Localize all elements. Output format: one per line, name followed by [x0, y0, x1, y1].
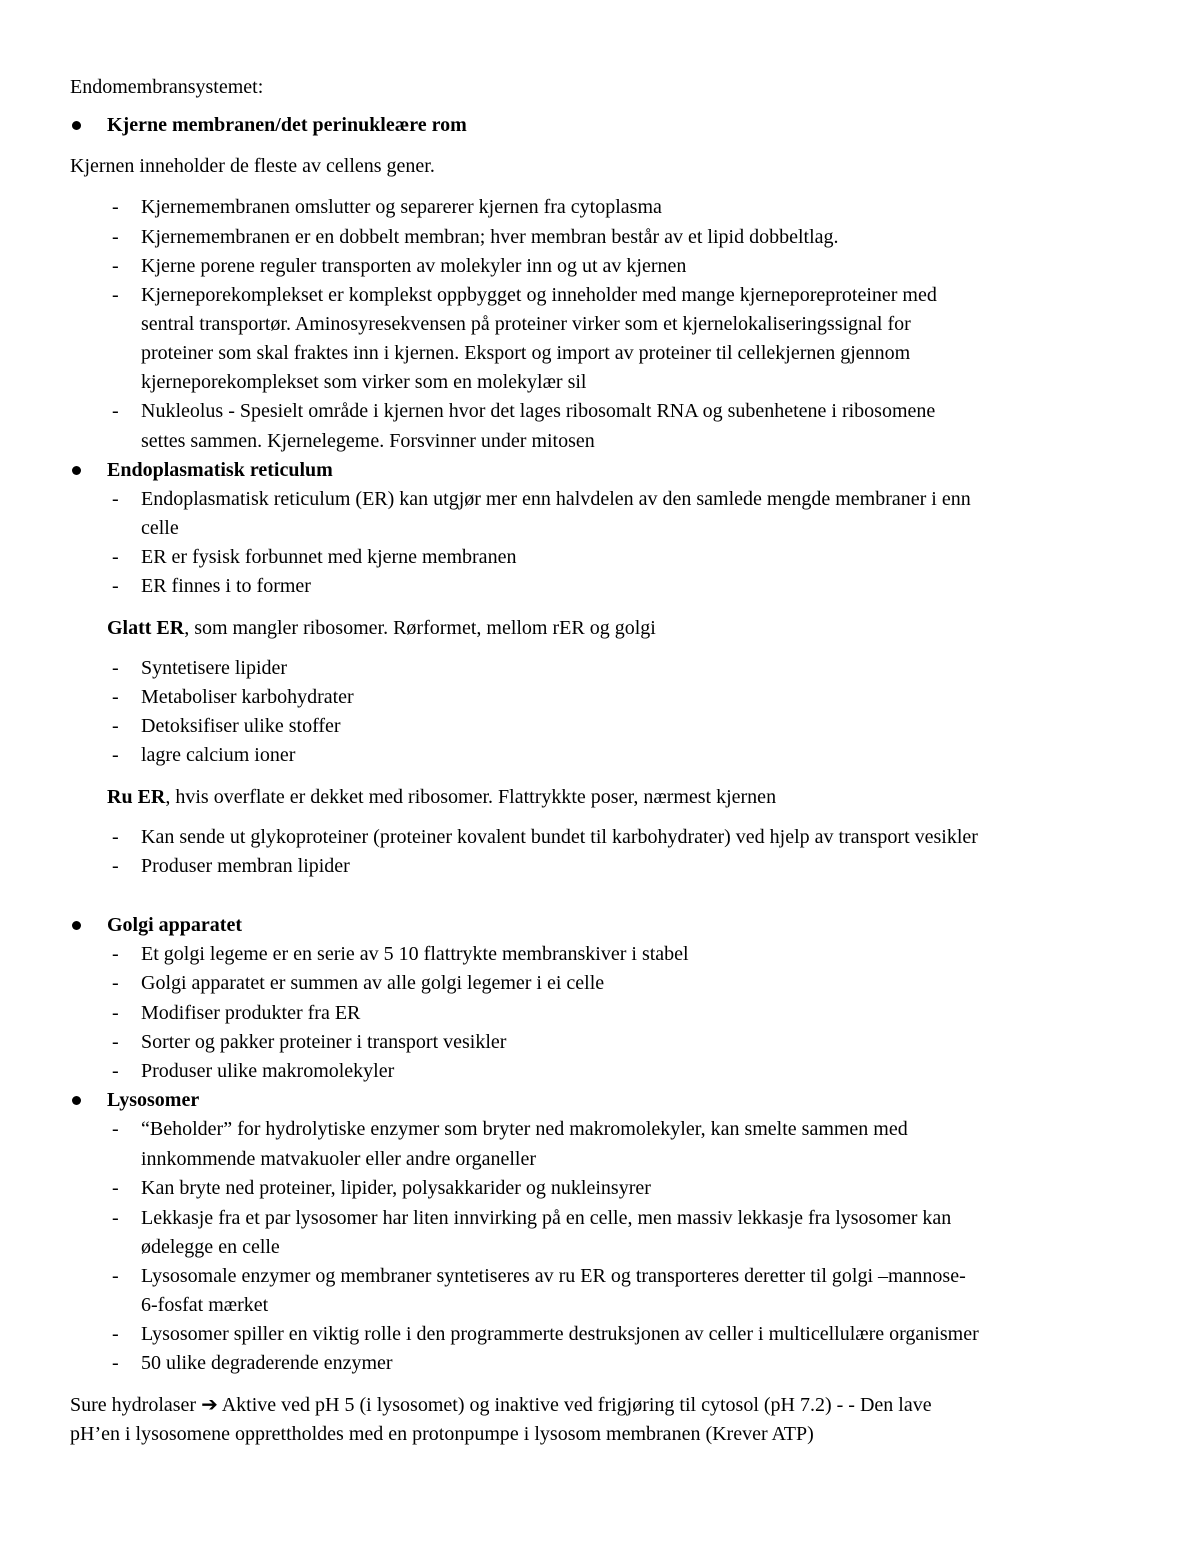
dash-icon: -: [112, 1207, 119, 1229]
dash-icon: -: [112, 1060, 119, 1082]
bullet-icon: [72, 466, 81, 475]
ru-er-label: Ru ER: [107, 786, 166, 808]
list-item-continued: innkommende matvakuoler eller andre organeller: [141, 1148, 537, 1170]
list-item: Nukleolus - Spesielt område i kjernen hvor det lages ribosomalt RNA og subenhetene i ribosomene: [141, 400, 936, 422]
list-item: Kan sende ut glykoproteiner (proteiner kovalent bundet til karbohydrater) ved hjelp av transport vesikler: [141, 826, 978, 848]
bullet-icon: [72, 921, 81, 930]
list-item: Endoplasmatisk reticulum (ER) kan utgjør mer enn halvdelen av den samlede mengde membraner i enn: [141, 488, 971, 510]
dash-icon: -: [112, 1352, 119, 1374]
list-item: Kan bryte ned proteiner, lipider, polysakkarider og nukleinsyrer: [141, 1177, 651, 1199]
dash-icon: -: [112, 744, 119, 766]
list-item: Syntetisere lipider: [141, 657, 288, 679]
subheading-glatt-er: [107, 616, 656, 640]
dash-icon: -: [112, 1031, 119, 1053]
list-item: Detoksifiser ulike stoffer: [141, 715, 341, 737]
list-item: ER er fysisk forbunnet med kjerne membranen: [141, 546, 517, 568]
glatt-er-text: , som mangler ribosomer. Rørformet, mellom rER og golgi: [184, 617, 656, 639]
dash-icon: -: [112, 686, 119, 708]
list-item: Lysosomale enzymer og membraner syntetiseres av ru ER og transporteres deretter til golgi –mannose-: [141, 1265, 966, 1287]
list-item-continued: 6-fosfat mærket: [141, 1294, 269, 1316]
dash-icon: -: [112, 284, 119, 306]
dash-icon: -: [112, 255, 119, 277]
text: Sure hydrolaser: [70, 1394, 202, 1416]
list-item: Kjernemembranen omslutter og separerer kjernen fra cytoplasma: [141, 196, 662, 218]
dash-icon: -: [112, 826, 119, 848]
list-item-continued: sentral transportør. Aminosyresekvensen på proteiner virker som et kjernelokaliseringssignal for: [141, 313, 911, 335]
list-item: Produser membran lipider: [141, 855, 350, 877]
list-item-continued: celle: [141, 517, 179, 539]
dash-icon: -: [112, 1118, 119, 1140]
list-item: ER finnes i to former: [141, 575, 311, 597]
section-heading: Kjerne membranen/det perinukleære rom: [107, 114, 467, 136]
list-item: Sorter og pakker proteiner i transport vesikler: [141, 1031, 507, 1053]
list-item: Kjernemembranen er en dobbelt membran; hver membran består av et lipid dobbeltlag.: [141, 226, 839, 248]
dash-icon: -: [112, 1002, 119, 1024]
list-item: Kjerne porene reguler transporten av molekyler inn og ut av kjernen: [141, 255, 687, 277]
list-item: Lysosomer spiller en viktig rolle i den programmerte destruksjonen av celler i multicellulære organismer: [141, 1323, 979, 1345]
dash-icon: -: [112, 657, 119, 679]
list-item-continued: kjerneporekomplekset som virker som en molekylær sil: [141, 371, 587, 393]
paragraph: [70, 1393, 932, 1417]
dash-icon: -: [112, 1323, 119, 1345]
dash-icon: -: [112, 400, 119, 422]
dash-icon: -: [112, 488, 119, 510]
bullet-icon: [72, 1096, 81, 1105]
document-title: Endomembransystemet:: [70, 76, 264, 98]
list-item: Kjerneporekomplekset er komplekst oppbygget og inneholder med mange kjerneporeproteiner med: [141, 284, 937, 306]
list-item: Modifiser produkter fra ER: [141, 1002, 361, 1024]
section-heading: Lysosomer: [107, 1089, 200, 1111]
glatt-er-label: Glatt ER: [107, 617, 185, 639]
list-item: Golgi apparatet er summen av alle golgi legemer i ei celle: [141, 972, 605, 994]
bullet-icon: [72, 121, 81, 130]
paragraph: Kjernen inneholder de fleste av cellens gener.: [70, 155, 435, 177]
list-item: lagre calcium ioner: [141, 744, 296, 766]
ru-er-text: , hvis overflate er dekket med ribosomer. Flattrykkte poser, nærmest kjernen: [165, 786, 777, 808]
dash-icon: -: [112, 226, 119, 248]
list-item-continued: ødelegge en celle: [141, 1236, 280, 1258]
dash-icon: -: [112, 855, 119, 877]
list-item-continued: settes sammen. Kjernelegeme. Forsvinner under mitosen: [141, 430, 595, 452]
subheading-ru-er: [107, 785, 776, 809]
list-item: Metaboliser karbohydrater: [141, 686, 354, 708]
list-item: Produser ulike makromolekyler: [141, 1060, 395, 1082]
arrow-right-icon: ➔: [201, 1394, 218, 1416]
list-item: “Beholder” for hydrolytiske enzymer som bryter ned makromolekyler, kan smelte sammen med: [141, 1118, 908, 1140]
list-item-continued: proteiner som skal fraktes inn i kjernen. Eksport og import av proteiner til cellekjernen gjennom: [141, 342, 911, 364]
dash-icon: -: [112, 1177, 119, 1199]
section-heading: Endoplasmatisk reticulum: [107, 459, 333, 481]
list-item: Lekkasje fra et par lysosomer har liten innvirking på en celle, men massiv lekkasje fra lysosomer kan: [141, 1207, 952, 1229]
text: Aktive ved pH 5 (i lysosomet) og inaktive ved frigjøring til cytosol (pH 7.2) - - Den lave: [217, 1394, 932, 1416]
section-heading: Golgi apparatet: [107, 914, 242, 936]
dash-icon: -: [112, 546, 119, 568]
dash-icon: -: [112, 715, 119, 737]
dash-icon: -: [112, 1265, 119, 1287]
dash-icon: -: [112, 943, 119, 965]
list-item: Et golgi legeme er en serie av 5 10 flattrykte membranskiver i stabel: [141, 943, 689, 965]
list-item: 50 ulike degraderende enzymer: [141, 1352, 393, 1374]
dash-icon: -: [112, 972, 119, 994]
dash-icon: -: [112, 196, 119, 218]
dash-icon: -: [112, 575, 119, 597]
paragraph-continued: pH’en i lysosomene opprettholdes med en protonpumpe i lysosom membranen (Krever ATP): [70, 1423, 814, 1445]
